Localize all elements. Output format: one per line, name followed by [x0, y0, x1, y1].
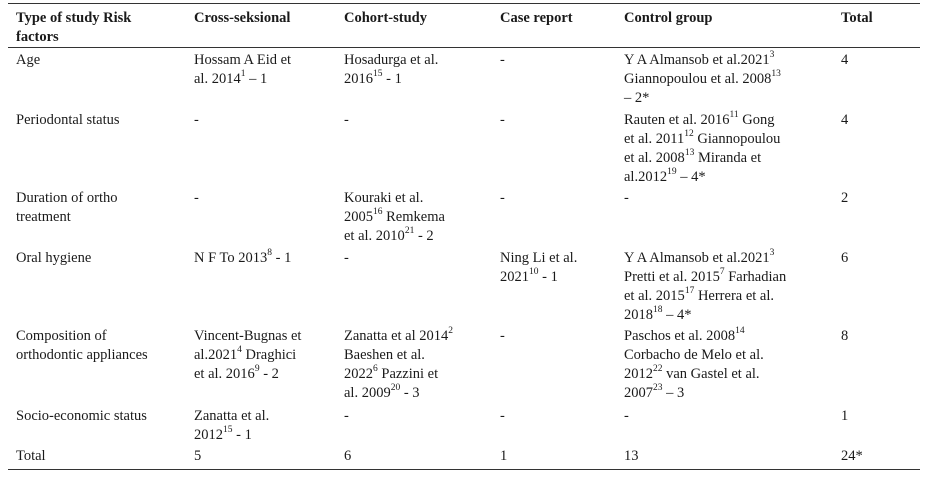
cell-text: -	[344, 408, 349, 424]
row-factor: Socio-economic status	[16, 408, 147, 424]
row-total: 24*	[841, 448, 863, 464]
cell-case-report	[500, 327, 615, 346]
cell-text: -	[500, 408, 505, 424]
cell-text: Kouraki et al. 2005	[344, 190, 424, 225]
cell-case-report	[500, 189, 615, 208]
cell-case-report	[500, 111, 615, 130]
cell-control-group	[624, 447, 834, 466]
cell-text: Farhadian et al. 2015	[624, 269, 787, 304]
cell-text: Miranda et al.2012	[624, 150, 762, 185]
cell-text: Y A Almansob et al.2021	[624, 250, 770, 266]
cell-cross-sectional	[194, 189, 334, 208]
header-total: Total	[841, 10, 873, 26]
cell-cohort-study	[344, 327, 494, 403]
cell-text: -	[194, 112, 199, 128]
reference-superscript: 8	[267, 248, 272, 259]
cell-text: N F To 2013	[194, 250, 268, 266]
cell-text: - 1	[382, 71, 402, 87]
row-total: 2	[841, 190, 849, 206]
reference-superscript: 7	[719, 267, 725, 278]
row-total: 4	[841, 52, 849, 68]
cell-cohort-study	[344, 111, 494, 130]
reference-superscript: 4	[237, 345, 242, 356]
cell-case-report	[500, 249, 615, 287]
reference-superscript: 22	[653, 364, 663, 375]
reference-superscript: 1	[240, 69, 246, 80]
cell-cohort-study	[344, 189, 494, 246]
reference-superscript: 13	[684, 148, 695, 159]
cell-text: Hossam A Eid et al. 2014	[194, 52, 292, 87]
cell-text: Gong et al. 2011	[624, 112, 775, 147]
cell-cross-sectional	[194, 51, 334, 89]
row-total: 4	[841, 112, 849, 128]
cell-text: Giannopoulou et al. 2008	[624, 71, 772, 87]
row-factor: Duration of ortho treatment	[16, 190, 118, 225]
cell-text: Remkema et al. 2010	[344, 209, 445, 244]
cell-text: Ning Li et al. 2021	[500, 250, 578, 285]
cell-control-group	[624, 249, 834, 325]
header-cross-sectional: Cross-seksional	[194, 10, 291, 26]
cell-text: Giannopoulou et al. 2008	[624, 131, 781, 166]
cell-cross-sectional	[194, 111, 334, 130]
reference-superscript: 3	[769, 50, 775, 61]
cell-cohort-study	[344, 447, 494, 466]
reference-superscript: 17	[684, 286, 695, 297]
cell-cohort-study	[344, 407, 494, 426]
reference-superscript: 19	[667, 167, 677, 178]
cell-text: Paschos et al. 2008	[624, 328, 736, 344]
cell-text: 13	[624, 448, 639, 464]
reference-superscript: 16	[373, 207, 383, 218]
reference-superscript: 3	[769, 248, 775, 259]
cell-text: -	[624, 190, 629, 206]
reference-superscript: 23	[653, 383, 663, 394]
cell-text: Vincent-Bugnas et al.2021	[194, 328, 302, 363]
cell-text: -	[344, 250, 349, 266]
header-cohort-study: Cohort-study	[344, 10, 427, 26]
header-control-group: Control group	[624, 10, 713, 26]
cell-text: -	[344, 112, 349, 128]
cell-text: Draghici et al. 2016	[194, 347, 297, 382]
cell-text: – 2*	[624, 90, 650, 106]
cell-text: – 1	[245, 71, 268, 87]
cell-text: - 3	[400, 385, 420, 401]
cell-text: Y A Almansob et al.2021	[624, 52, 770, 68]
cell-text: - 1	[232, 427, 252, 443]
reference-superscript: 10	[529, 267, 539, 278]
cell-cohort-study	[344, 51, 494, 89]
cell-text: - 2	[414, 228, 434, 244]
reference-superscript: 13	[771, 69, 781, 80]
cell-text: Pretti et al. 2015	[624, 269, 720, 285]
cell-text: -	[624, 408, 629, 424]
cell-case-report	[500, 407, 615, 426]
cell-text: - 1	[538, 269, 558, 285]
cell-text: Zanatta et al. 2012	[194, 408, 270, 443]
cell-text: -	[500, 52, 505, 68]
cell-text: 6	[344, 448, 352, 464]
row-factor: Oral hygiene	[16, 250, 92, 266]
cell-control-group	[624, 189, 834, 208]
reference-superscript: 9	[254, 364, 260, 375]
cell-text: -	[500, 190, 505, 206]
cell-text: Baeshen et al. 2022	[344, 347, 425, 382]
reference-superscript: 21	[404, 226, 415, 237]
cell-control-group	[624, 407, 834, 426]
header-case-report: Case report	[500, 10, 573, 26]
header-bottom-rule	[8, 47, 920, 48]
cell-text: -	[500, 328, 505, 344]
cell-text: Rauten et al. 2016	[624, 112, 730, 128]
row-factor: Total	[16, 448, 46, 464]
reference-superscript: 15	[223, 425, 233, 436]
cell-case-report	[500, 51, 615, 70]
cell-cross-sectional	[194, 407, 334, 445]
cell-text: – 4*	[676, 169, 706, 185]
cell-text: -	[194, 190, 199, 206]
reference-superscript: 2	[448, 326, 454, 337]
cell-text: - 1	[272, 250, 292, 266]
table-top-rule	[8, 3, 920, 4]
reference-superscript: 18	[653, 305, 663, 316]
cell-text: van Gastel et al. 2007	[624, 366, 760, 401]
row-total: 1	[841, 408, 849, 424]
cell-text: Zanatta et al 2014	[344, 328, 449, 344]
row-factor: Composition of orthodontic appliances	[16, 328, 148, 363]
reference-superscript: 6	[373, 364, 378, 375]
cell-cross-sectional	[194, 327, 334, 384]
cell-text: 5	[194, 448, 202, 464]
reference-superscript: 11	[729, 110, 739, 121]
table-bottom-rule	[8, 469, 920, 470]
header-type-of-study: Type of study Risk factors	[16, 10, 132, 45]
row-total: 8	[841, 328, 849, 344]
cell-text: Herrera et al. 2018	[624, 288, 775, 323]
cell-text: Corbacho de Melo et al. 2012	[624, 347, 764, 382]
cell-case-report	[500, 447, 615, 466]
cell-text: -	[500, 112, 505, 128]
reference-superscript: 12	[684, 129, 694, 140]
cell-text: 1	[500, 448, 508, 464]
cell-control-group	[624, 51, 834, 108]
cell-text: - 2	[259, 366, 279, 382]
cell-text: – 3	[662, 385, 685, 401]
reference-superscript: 15	[373, 69, 383, 80]
row-factor: Age	[16, 52, 41, 68]
cell-control-group	[624, 111, 834, 187]
reference-superscript: 20	[390, 383, 401, 394]
cell-text: Pazzini et al. 2009	[344, 366, 439, 401]
row-total: 6	[841, 250, 849, 266]
cell-control-group	[624, 327, 834, 403]
cell-cohort-study	[344, 249, 494, 268]
reference-superscript: 14	[735, 326, 745, 337]
cell-text: – 4*	[662, 307, 692, 323]
cell-cross-sectional	[194, 249, 334, 268]
cell-text: Hosadurga et al. 2016	[344, 52, 439, 87]
row-factor: Periodontal status	[16, 112, 120, 128]
cell-cross-sectional	[194, 447, 334, 466]
